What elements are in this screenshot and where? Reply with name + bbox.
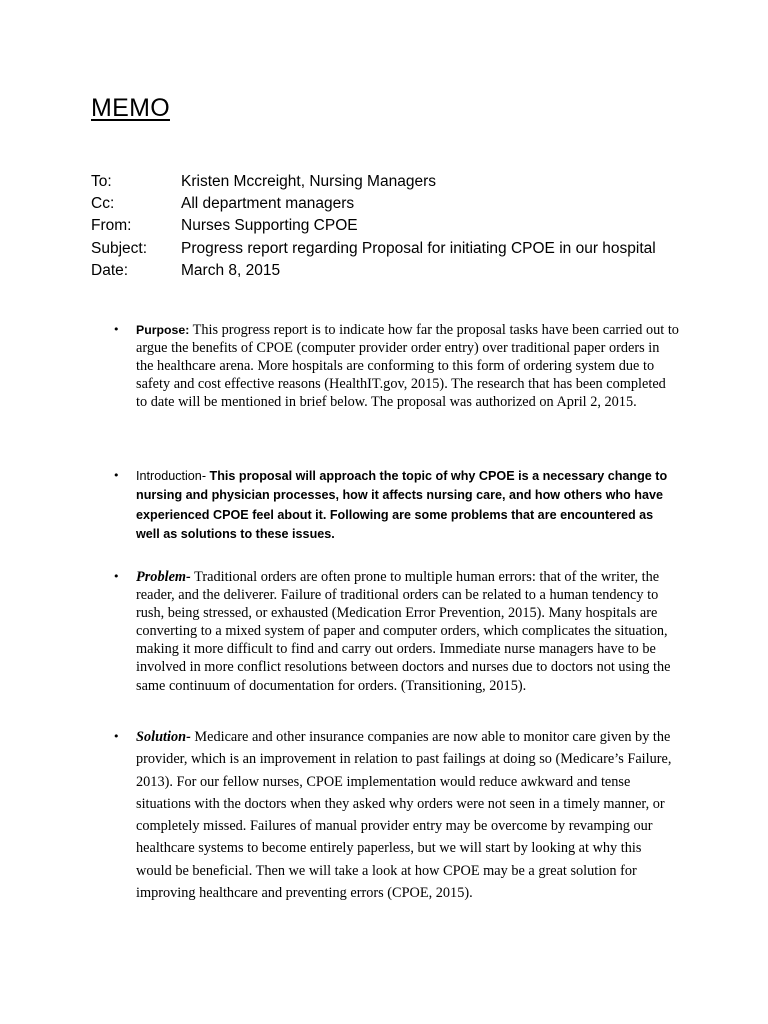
introduction-paragraph bbox=[136, 467, 679, 545]
header-row-cc bbox=[91, 193, 656, 215]
purpose-lead: Purpose: bbox=[136, 323, 190, 337]
bullet-icon: • bbox=[113, 469, 120, 482]
introduction-dash: - bbox=[201, 469, 210, 483]
from-value: Nurses Supporting CPOE bbox=[181, 217, 358, 235]
purpose-body: This progress report is to indicate how far the proposal tasks have been carried out to argue the benefits of CPOE (computer provider order entry) over traditional paper orders in the healthcare arena. More hospitals are conforming to this form of ordering system due to safety and cost effective reasons (HealthIT.gov, 2015). The research that has been completed to date will be mentioned in brief below. The proposal was authorized on April 2, 2015. bbox=[136, 322, 679, 411]
subject-label: Subject: bbox=[91, 239, 148, 257]
header-row-date bbox=[91, 260, 656, 282]
problem-lead: Problem- bbox=[136, 569, 191, 585]
solution-lead: Solution- bbox=[136, 729, 191, 745]
introduction-lead: Introduction bbox=[136, 469, 202, 483]
problem-body: Traditional orders are often prone to multiple human errors: that of the writer, the reader, and the deliverer. Failure of traditional orders can be related to a human tendency to rush, being stressed, or exhausted (Medication Error Prevention, 2015). Many hospitals are converting to a mixed system of paper and computer orders, which complicates the situation, making it more difficult to find and carry out orders. Immediate nurse managers have to be involved in more conflict resolutions between doctors and nurses due to doctors not using the same continuum of documentation for orders. (Transitioning, 2015). bbox=[136, 569, 671, 694]
cc-label: Cc: bbox=[91, 195, 115, 213]
header-row-to bbox=[91, 171, 656, 193]
problem-paragraph bbox=[136, 568, 679, 695]
date-label: Date: bbox=[91, 261, 129, 279]
bullet-icon: • bbox=[113, 323, 120, 336]
to-value: Kristen Mccreight, Nursing Managers bbox=[181, 173, 436, 190]
solution-paragraph bbox=[136, 726, 679, 904]
to-label: To: bbox=[91, 173, 112, 190]
header-row-from bbox=[91, 215, 656, 237]
solution-body: Medicare and other insurance companies are now able to monitor care given by the provider, which is an improvement in relation to past failings at doing so (Medicare’s Failure, 2013). For our fellow nurses, CPOE implementation would reduce awkward and tense situations with the doctors when they asked why orders were not seen in a timely manner, or completely missed. Failures of manual provider entry may be overcome by revamping our healthcare systems to become entirely paperless, but we will start by looking at why this would be beneficial. Then we will take a look at how CPOE may be a great solution for improving healthcare and preventing errors (CPOE, 2015). bbox=[136, 729, 672, 902]
date-value: March 8, 2015 bbox=[181, 261, 281, 279]
cc-value: All department managers bbox=[181, 195, 355, 213]
bullet-icon: • bbox=[113, 570, 120, 583]
from-label: From: bbox=[91, 217, 132, 235]
memo-header bbox=[91, 171, 656, 282]
memo-title: MEMO bbox=[91, 94, 170, 122]
purpose-paragraph bbox=[136, 321, 679, 411]
subject-value: Progress report regarding Proposal for initiating CPOE in our hospital bbox=[181, 239, 656, 257]
bullet-icon: • bbox=[113, 730, 120, 743]
header-row-subject bbox=[91, 238, 656, 260]
introduction-body: This proposal will approach the topic of why CPOE is a necessary change to nursing and physician processes, how it affects nursing care, and how others who have experienced CPOE feel about it. Following are some problems that are encountered as well as solutions to these issues. bbox=[136, 469, 668, 542]
